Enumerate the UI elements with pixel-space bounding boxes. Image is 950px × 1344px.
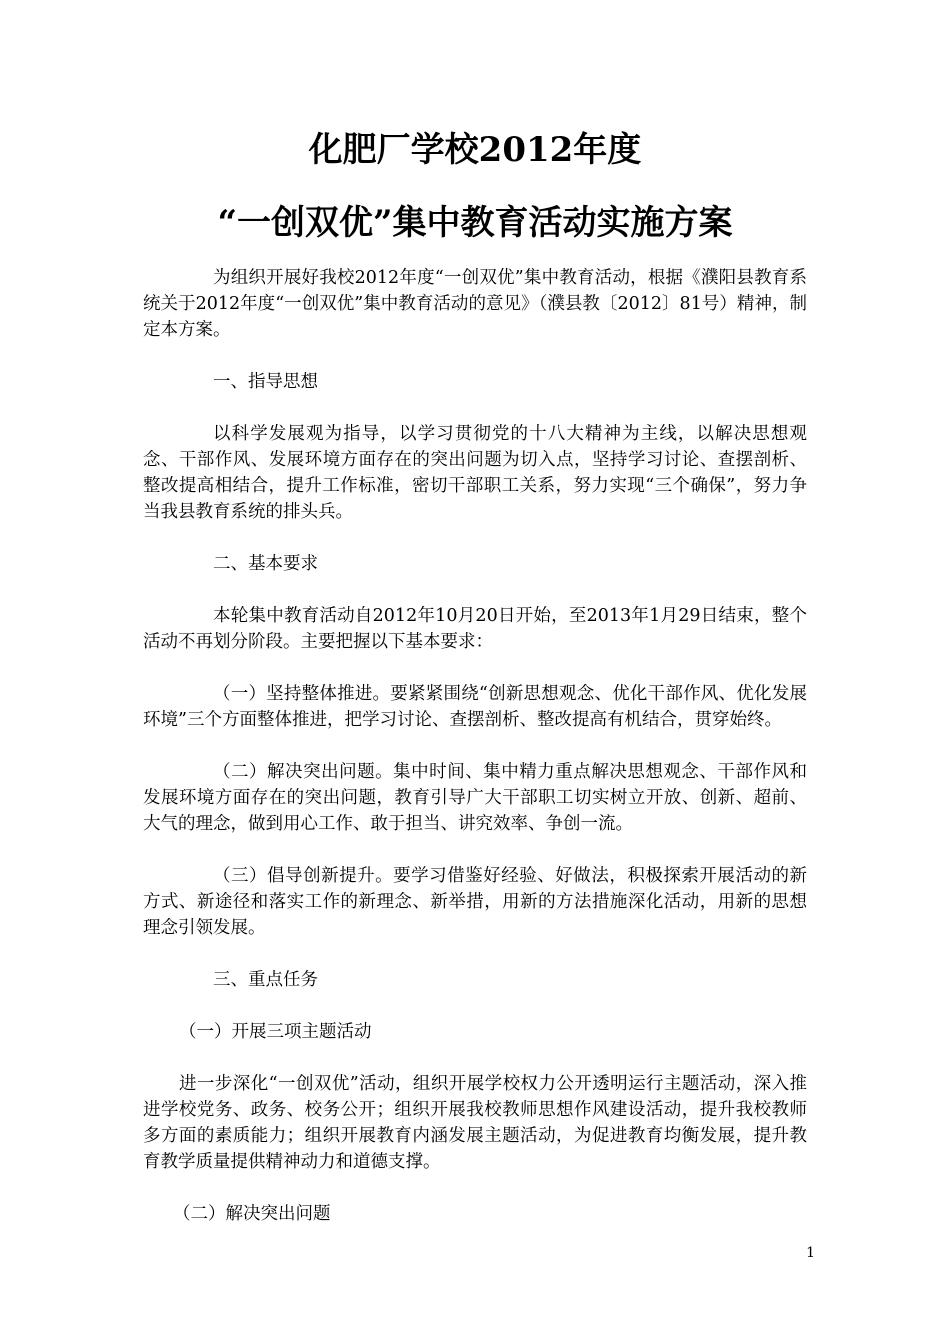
section3-sub1-paragraph: 进一步深化“一创双优”活动，组织开展学校权力公开透明运行主题活动，深入推进学校党务、政务、校务公开；组织开展我校教师思想作风建设活动，提升我校教师多方面的素质能力；组织开展教育内涵发展主题活动，为促进教育均衡发展，提升教育教学质量提供精神动力和道德支撑。	[143, 1074, 807, 1172]
intro-paragraph: 为组织开展好我校2012年度“一创双优”集中教育活动，根据《濮阳县教育系统关于2012年度“一创双优”集中教育活动的意见》（濮县教〔2012〕81号）精神，制定本方案。	[143, 268, 807, 340]
document-title-line1: 化肥厂学校2012年度	[308, 130, 642, 170]
section2-heading: 二、基本要求	[213, 554, 318, 574]
section1-heading: 一、指导思想	[213, 372, 318, 392]
section1-paragraph: 以科学发展观为指导，以学习贯彻党的十八大精神为主线，以解决思想观念、干部作风、发展环境方面存在的突出问题为切入点，坚持学习讨论、查摆剖析、整改提高相结合，提升工作标准，密切干部职工关系，努力实现“三个确保”，努力争当我县教育系统的排头兵。	[143, 424, 807, 522]
section3-heading: 三、重点任务	[213, 970, 318, 990]
document-title-line2: “一创双优”集中教育活动实施方案	[217, 203, 733, 243]
section2-paragraph: 本轮集中教育活动自2012年10月20日开始，至2013年1月29日结束，整个活动不再划分阶段。主要把握以下基本要求：	[143, 606, 807, 652]
section2-item-3: （三）倡导创新提升。要学习借鉴好经验、好做法，积极探索开展活动的新方式、新途径和落实工作的新理念、新举措，用新的方法措施深化活动，用新的思想理念引领发展。	[143, 866, 807, 938]
section3-sub1-heading: （一）开展三项主题活动	[179, 1022, 372, 1042]
section2-item-1: （一）坚持整体推进。要紧紧围绕“创新思想观念、优化干部作风、优化发展环境”三个方面整体推进，把学习讨论、查摆剖析、整改提高有机结合，贯穿始终。	[143, 684, 807, 730]
page-number: 1	[806, 1245, 815, 1261]
document-body	[143, 265, 807, 1227]
section2-item-2: （二）解决突出问题。集中时间、集中精力重点解决思想观念、干部作风和发展环境方面存在的突出问题，教育引导广大干部职工切实树立开放、创新、超前、大气的理念，做到用心工作、敢于担当、讲究效率、争创一流。	[143, 762, 807, 834]
section3-sub2-heading: （二）解决突出问题	[173, 1204, 331, 1224]
